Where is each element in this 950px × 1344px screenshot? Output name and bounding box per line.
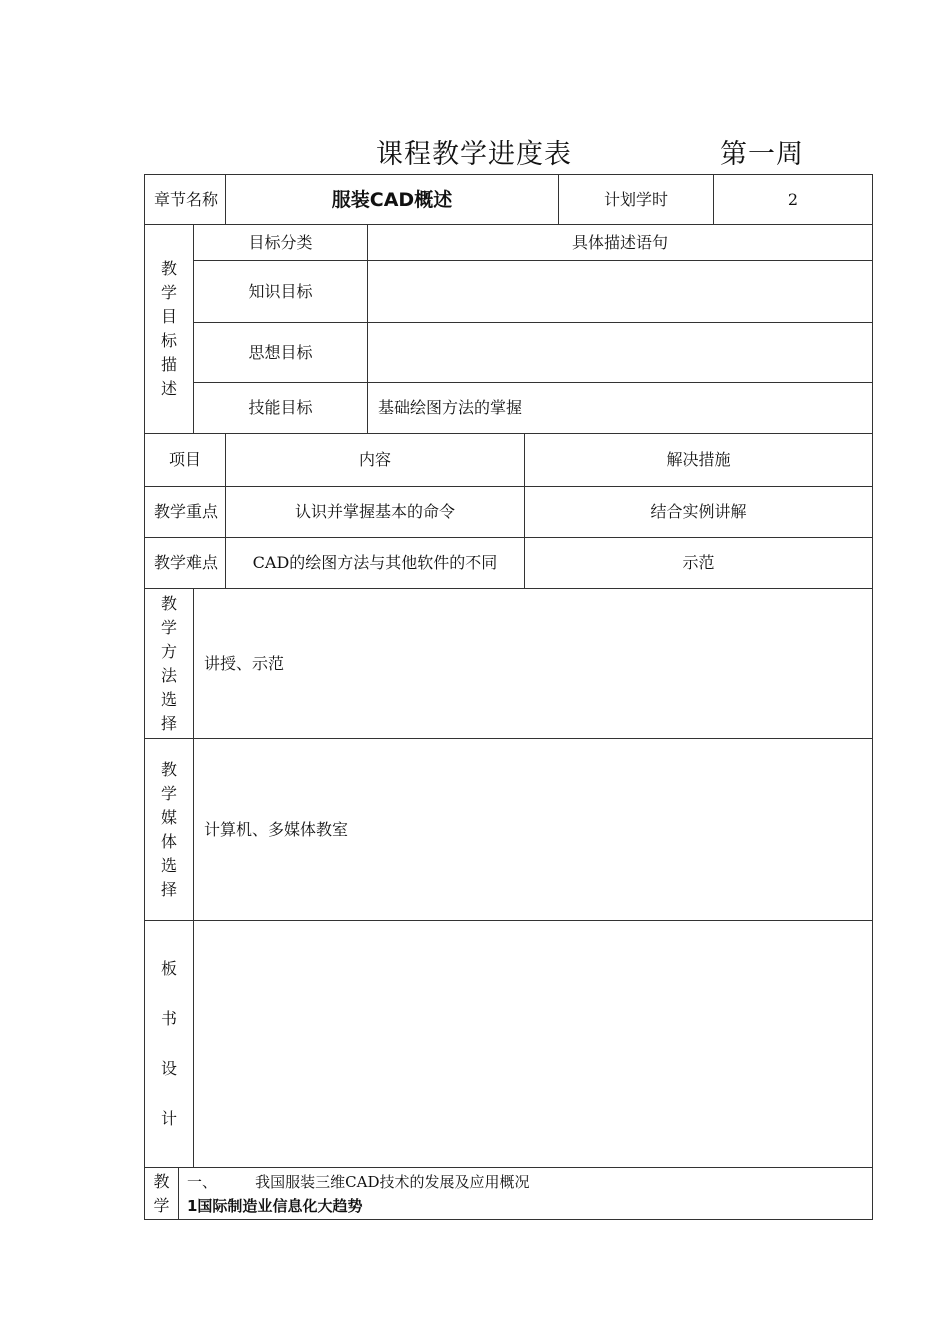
knowledge-value xyxy=(368,261,872,322)
category-header: 目标分类 xyxy=(248,232,313,252)
board-design-value xyxy=(194,921,872,1167)
key-point-label: 教学重点 xyxy=(154,502,219,521)
method-label: 教 学 方 法 选 择 xyxy=(160,593,177,733)
key-point-solution: 结合实例讲解 xyxy=(650,502,747,521)
skill-value: 基础绘图方法的掌握 xyxy=(378,398,523,417)
difficult-point-content: CAD的绘图方法与其他软件的不同 xyxy=(252,553,498,572)
media-value: 计算机、多媒体教室 xyxy=(204,819,349,839)
process-label: 教 学 xyxy=(153,1171,170,1215)
thought-value xyxy=(368,323,872,382)
hours-label: 计划学时 xyxy=(603,189,668,209)
media-label: 教 学 媒 体 选 择 xyxy=(160,759,177,899)
difficult-point-label: 教学难点 xyxy=(154,553,219,572)
chapter-label: 章节名称 xyxy=(154,189,219,209)
knowledge-label: 知识目标 xyxy=(248,281,313,301)
content-header: 内容 xyxy=(358,450,391,469)
process-line-2: 1国际制造业信息化大趋势 xyxy=(187,1197,363,1215)
board-design-label: 板 书 设 计 xyxy=(160,959,177,1128)
description-header: 具体描述语句 xyxy=(571,232,668,252)
thought-label: 思想目标 xyxy=(248,342,313,362)
objectives-section-label: 教 学 目 标 描 述 xyxy=(160,259,177,398)
week-label: 第一周 xyxy=(720,139,804,170)
page-title: 课程教学进度表 xyxy=(376,139,572,170)
hours-value: 2 xyxy=(787,189,799,209)
process-line-1: 一、 我国服装三维CAD技术的发展及应用概况 xyxy=(187,1173,530,1191)
solution-header: 解决措施 xyxy=(666,450,731,469)
method-value: 讲授、示范 xyxy=(204,653,285,673)
difficult-point-solution: 示范 xyxy=(682,553,715,572)
key-point-content: 认识并掌握基本的命令 xyxy=(294,502,455,521)
chapter-name: 服装CAD概述 xyxy=(331,188,453,211)
item-header: 项目 xyxy=(168,450,201,469)
skill-label: 技能目标 xyxy=(248,398,313,417)
